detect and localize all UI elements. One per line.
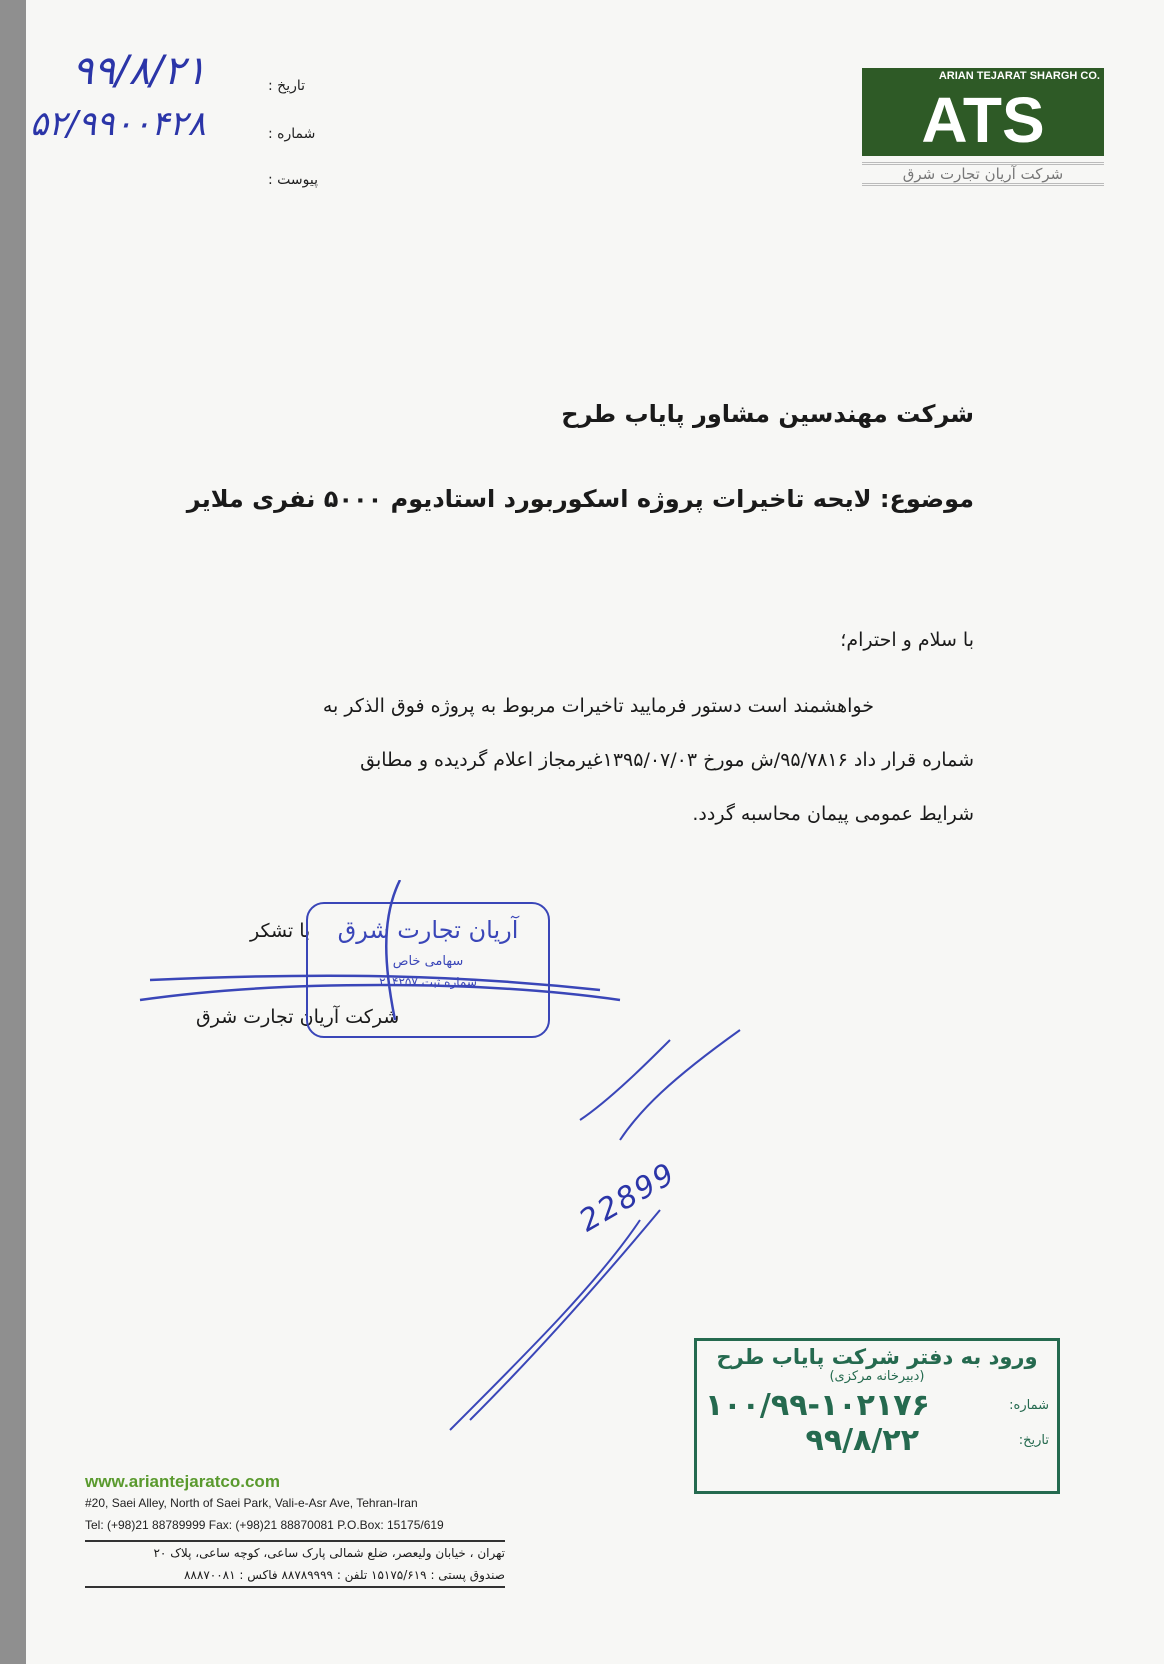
date-label: تاریخ : bbox=[268, 78, 306, 94]
subject: موضوع: لایحه تاخیرات پروژه اسکوربورد استادیوم ۵۰۰۰ نفری ملایر bbox=[186, 485, 974, 513]
paragraph-line-2: شماره قرار داد ۹۵/۷۸۱۶/ش مورخ ۱۳۹۵/۰۷/۰۳غیرمجاز اعلام گردیده و مطابق bbox=[360, 749, 974, 771]
greeting: با سلام و احترام؛ bbox=[840, 629, 974, 651]
contact-fa: صندوق پستی : ۱۵۱۷۵/۶۱۹ تلفن : ۸۸۷۸۹۹۹۹ فاکس : ۸۸۸۷۰۰۸۱ bbox=[183, 1568, 505, 1582]
logo-company-en: ARIAN TEJARAT SHARGH CO. bbox=[862, 68, 1104, 84]
signature bbox=[130, 880, 630, 1030]
receipt-title: ورود به دفتر شرکت پایاب طرح bbox=[716, 1345, 1038, 1369]
date-value: ۹۹/۸/۲۱ bbox=[72, 48, 207, 94]
scan-edge bbox=[0, 0, 26, 1664]
signer: شرکت آریان تجارت شرق bbox=[196, 1006, 400, 1028]
logo-letters: ATS bbox=[921, 84, 1045, 156]
receipt-date-value: ۹۹/۸/۲۲ bbox=[805, 1423, 919, 1458]
address-en: #20, Saei Alley, North of Saei Park, Vali-e-Asr Ave, Tehran-Iran bbox=[85, 1496, 418, 1510]
logo-company-fa: شرکت آریان تجارت شرق bbox=[862, 162, 1104, 186]
footer bbox=[85, 1472, 505, 1588]
closing: با تشکر bbox=[250, 920, 311, 942]
stamp-registration: شماره ثبت ۲۱۴۲۵۷ bbox=[379, 975, 477, 989]
website-link[interactable]: www.ariantejaratco.com bbox=[85, 1472, 280, 1491]
receipt-subtitle: (دبیرخانه مرکزی) bbox=[829, 1369, 925, 1384]
recipient: شرکت مهندسین مشاور پایاب طرح bbox=[561, 400, 974, 428]
paragraph-line-3: شرایط عمومی پیمان محاسبه گردد. bbox=[692, 803, 974, 825]
receipt-date-label: تاریخ: bbox=[1018, 1433, 1049, 1448]
paragraph-line-1: خواهشمند است دستور فرمایید تاخیرات مربوط به پروژه فوق الذکر به bbox=[322, 695, 874, 717]
attachment-label: پیوست : bbox=[268, 172, 318, 188]
stamp-type: سهامی خاص bbox=[392, 954, 464, 969]
contact-en: Tel: (+98)21 88789999 Fax: (+98)21 88870081 P.O.Box: 15175/619 bbox=[85, 1518, 444, 1532]
company-logo bbox=[862, 68, 1104, 196]
stamp-name: آریان تجارت شرق bbox=[337, 916, 519, 944]
receipt-number-label: شماره: bbox=[1009, 1398, 1049, 1413]
number-value: ۵۲/۹۹۰۰۴۲۸ bbox=[30, 104, 206, 144]
receipt-number-value: ۱۰۰/۹۹-۱۰۲۱۷۶ bbox=[705, 1388, 930, 1423]
address-fa: تهران ، خیابان ولیعصر، ضلع شمالی پارک ساعی، کوچه ساعی، پلاک ۲۰ bbox=[153, 1546, 505, 1560]
handwritten-note: 22899 bbox=[573, 1155, 683, 1240]
number-label: شماره : bbox=[268, 126, 316, 142]
receipt-stamp bbox=[694, 1338, 1060, 1494]
